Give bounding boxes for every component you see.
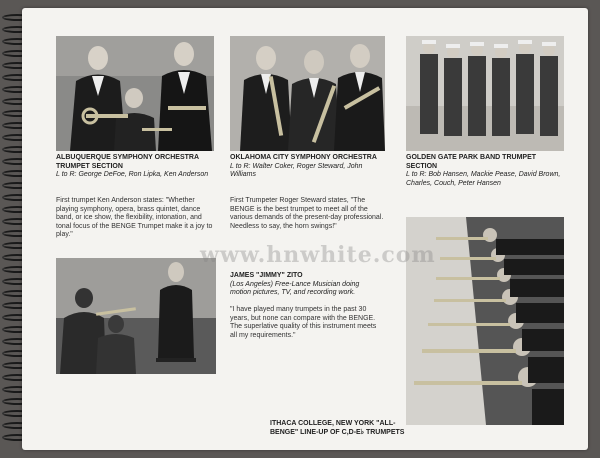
caption-golden-gate bbox=[406, 154, 564, 188]
photo-golden-gate bbox=[406, 36, 564, 151]
caption-albuquerque bbox=[56, 154, 214, 180]
names-oklahoma: L to R: Walter Coker, Roger Steward, John Williams bbox=[230, 162, 363, 178]
caption-ithaca: ITHACA COLLEGE, NEW YORK "ALL-BENGE" LINE-UP OF C,D-E♭ TRUMPETS bbox=[270, 420, 405, 436]
photo-albuquerque bbox=[56, 36, 214, 151]
heading-oklahoma: OKLAHOMA CITY SYMPHONY ORCHESTRA bbox=[230, 154, 377, 161]
caption-zito bbox=[230, 272, 380, 298]
quote-zito: "I have played many trumpets in the past 30 years, but none can compare with the BENGE. The superlative quality of this instrument meets all my requirements." bbox=[230, 306, 377, 339]
heading-albuquerque: ALBUQUERQUE SYMPHONY ORCHESTRA TRUMPET SECTION bbox=[56, 154, 199, 170]
heading-golden-gate: GOLDEN GATE PARK BAND TRUMPET SECTION bbox=[406, 154, 537, 170]
photo-zito bbox=[56, 258, 216, 374]
quote-oklahoma: First Trumpeter Roger Steward states, "The BENGE is the best trumpet to meet all of the various demands of the present-day professional. Needless to say, the horn swings!" bbox=[230, 197, 384, 230]
photo-oklahoma bbox=[230, 36, 385, 151]
heading-zito: JAMES "JIMMY" ZITO bbox=[230, 272, 303, 279]
caption-oklahoma bbox=[230, 154, 380, 180]
names-golden-gate: L to R: Bob Hansen, Mackie Pease, David Brown, Charles, Couch, Peter Hansen bbox=[406, 171, 561, 187]
names-albuquerque: L to R: George DeFoe, Ron Lipka, Ken Anderson bbox=[56, 171, 209, 178]
quote-albuquerque: First trumpet Ken Anderson states: "Whether playing symphony, opera, brass quintet, dance band, or ice show, the flexibility, intonation, and tonal focus of the BENGE Trumpet make it a joy to play." bbox=[56, 197, 213, 239]
watermark: www.hnwhite.com bbox=[200, 242, 436, 268]
names-zito: (Los Angeles) Free-Lance Musician doing motion pictures, TV, and recording work. bbox=[230, 280, 360, 296]
brochure-page bbox=[22, 8, 588, 450]
